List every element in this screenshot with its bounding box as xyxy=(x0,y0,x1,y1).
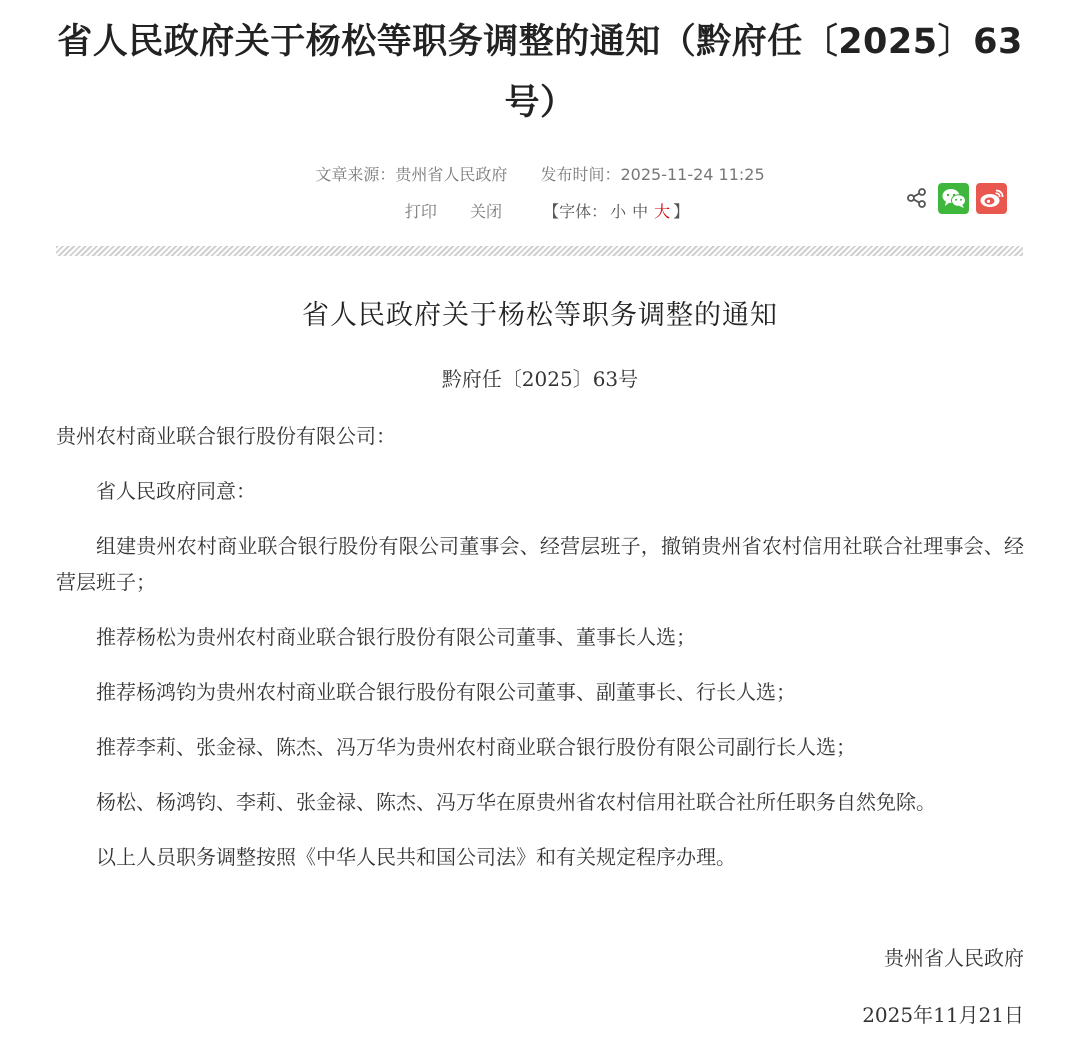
wechat-icon xyxy=(941,187,967,209)
body-paragraph: 推荐李莉、张金禄、陈杰、冯万华为贵州农村商业联合银行股份有限公司副行长人选； xyxy=(96,735,856,759)
body-paragraph: 以上人员职务调整按照《中华人民共和国公司法》和有关规定程序办理。 xyxy=(96,845,736,869)
document-number: 黔府任〔2025〕63号 xyxy=(441,367,639,391)
publish-time-info xyxy=(540,162,764,185)
font-size-open: 【字体： xyxy=(543,202,608,221)
font-size-small[interactable]: 小 xyxy=(610,202,627,221)
body-paragraph: 组建贵州农村商业联合银行股份有限公司董事会、经营层班子，撤销贵州省农村信用社联合社理事会、经营层班子； xyxy=(56,534,1024,594)
font-size-switch xyxy=(543,199,689,222)
close-link[interactable]: 关闭 xyxy=(469,202,502,221)
publish-time-label: 发布时间： xyxy=(540,165,621,184)
body-paragraph: 省人民政府同意： xyxy=(96,479,256,503)
font-size-medium[interactable]: 中 xyxy=(632,202,649,221)
source-value: 贵州省人民政府 xyxy=(395,165,508,184)
publish-time-value: 2025-11-24 11:25 xyxy=(620,165,765,184)
font-size-large[interactable]: 大 xyxy=(654,202,671,221)
body-paragraph: 推荐杨鸿钧为贵州农村商业联合银行股份有限公司董事、副董事长、行长人选； xyxy=(96,680,796,704)
recipient-line: 贵州农村商业联合银行股份有限公司： xyxy=(56,424,396,448)
share-icon[interactable] xyxy=(904,183,930,213)
signature-block xyxy=(862,940,1024,1033)
body-paragraph: 杨松、杨鸿钧、李莉、张金禄、陈杰、冯万华在原贵州省农村信用社联合社所任职务自然免除。 xyxy=(96,790,936,814)
issuer-name: 贵州省人民政府 xyxy=(884,946,1024,970)
weibo-share-button[interactable] xyxy=(976,183,1007,214)
print-link[interactable]: 打印 xyxy=(404,202,437,221)
issue-date: 2025年11月21日 xyxy=(862,1003,1024,1027)
wechat-share-button[interactable] xyxy=(938,183,969,214)
document-body xyxy=(56,418,1024,894)
document-heading: 省人民政府关于杨松等职务调整的通知 xyxy=(302,300,778,331)
source-label: 文章来源： xyxy=(315,165,396,184)
share-bar xyxy=(904,182,1007,214)
divider xyxy=(56,246,1023,256)
source-info xyxy=(315,162,507,185)
page-title: 省人民政府关于杨松等职务调整的通知（黔府任〔2025〕63号） xyxy=(57,22,1023,123)
font-size-close: 】 xyxy=(673,202,690,221)
weibo-icon xyxy=(979,187,1005,209)
body-paragraph: 推荐杨松为贵州农村商业联合银行股份有限公司董事、董事长人选； xyxy=(96,625,696,649)
